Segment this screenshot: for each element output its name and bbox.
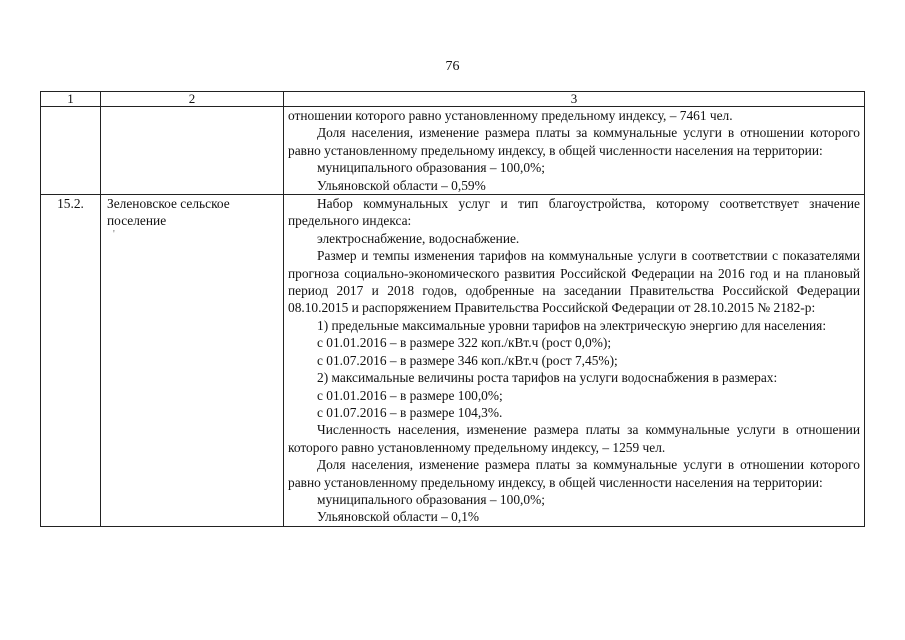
text-line: Ульяновской области – 0,59% — [317, 177, 486, 193]
table-row-continuation — [41, 107, 865, 195]
table-row-15-2 — [41, 195, 865, 527]
header-col-1: 1 — [41, 92, 101, 107]
settlement-name: Зеленовское сельское поселение — [107, 196, 230, 229]
row-number: 15.2. — [41, 195, 101, 527]
text-line: муниципального образования – 100,0%; — [317, 491, 545, 507]
text-paragraph: Численность населения, изменение размера платы за коммунальные услуги в отношении которого равно установленному предельному индексу, – 1259 чел. — [288, 422, 860, 455]
text-line: Ульяновской области – 0,1% — [317, 509, 480, 525]
table-header-row — [41, 92, 865, 107]
tariff-table — [40, 91, 865, 527]
row-text-cell — [284, 195, 865, 527]
row-name-cell — [101, 195, 284, 527]
text-paragraph: Набор коммунальных услуг и тип благоустройства, которому соответствует значение предельного индекса: — [288, 196, 860, 229]
text-line: электроснабжение, водоснабжение. — [317, 230, 520, 246]
header-col-2: 2 — [101, 92, 284, 107]
page-number: 76 — [445, 59, 460, 74]
text-paragraph: Размер и темпы изменения тарифов на коммунальные услуги в соответствии с показателями прогноза социально-экономического развития Российской Федерации на 2016 год и на плановый период 2017 и 2018 годов, одобренные на заседании Правительства Российской Федерации 08.10.2015 и распоряжением Правительства Российской Федерации от 28.10.2015 № 2182-р: — [288, 248, 860, 316]
row-number-cell — [41, 107, 101, 195]
text-line: с 01.01.2016 – в размере 100,0%; — [317, 387, 503, 403]
text-line: 2) максимальные величины роста тарифов на услуги водоснабжения в размерах: — [317, 370, 778, 386]
text-line: с 01.07.2016 – в размере 346 коп./кВт.ч (рост 7,45%); — [317, 352, 618, 368]
text-paragraph: Доля населения, изменение размера платы за коммунальные услуги в отношении которого равно установленному предельному индексу, в общей численности населения на территории: — [288, 457, 860, 490]
header-col-3: 3 — [284, 92, 865, 107]
text-line: с 01.07.2016 – в размере 104,3%. — [317, 404, 503, 420]
text-line: с 01.01.2016 – в размере 322 коп./кВт.ч (рост 0,0%); — [317, 335, 612, 351]
text-line: муниципального образования – 100,0%; — [317, 160, 545, 176]
text-paragraph: 1) предельные максимальные уровни тарифов на электрическую энергию для населения: — [317, 317, 827, 333]
text-paragraph: Доля населения, изменение размера платы за коммунальные услуги в отношении которого равно установленному предельному индексу, в общей численности населения на территории: — [288, 125, 860, 158]
row-text-cell — [284, 107, 865, 195]
text-line: отношении которого равно установленному предельному индексу, – 7461 чел. — [288, 108, 733, 123]
stray-mark: ' — [113, 228, 115, 240]
row-name-cell — [101, 107, 284, 195]
